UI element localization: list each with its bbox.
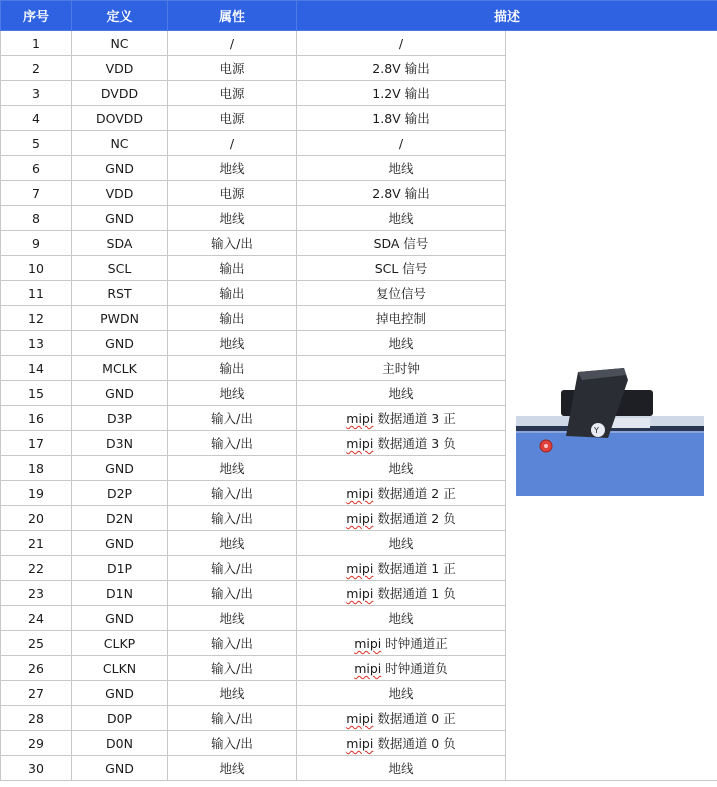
- description-text: 数据通道 2 正: [373, 486, 456, 501]
- pin-description: [297, 81, 506, 106]
- pin-description: [297, 281, 506, 306]
- description-text: SDA 信号: [373, 236, 429, 251]
- pin-attribute: /: [168, 131, 297, 156]
- pin-description: [297, 506, 506, 531]
- pin-description: [297, 631, 506, 656]
- pin-definition: VDD: [72, 56, 168, 81]
- pin-definition: D1N: [72, 581, 168, 606]
- description-text: 1.2V 输出: [372, 86, 430, 101]
- description-text: 地线: [388, 611, 414, 626]
- pin-number: 7: [1, 181, 72, 206]
- pin-description: [297, 406, 506, 431]
- pin-definition: GND: [72, 156, 168, 181]
- pin-description: [297, 556, 506, 581]
- mipi-term: mipi: [354, 661, 382, 676]
- pin-number: 1: [1, 31, 72, 56]
- table-row: [1, 31, 717, 56]
- pin-number: 13: [1, 331, 72, 356]
- pin-attribute: 地线: [168, 381, 297, 406]
- description-text: 1.8V 输出: [372, 111, 430, 126]
- pin-number: 23: [1, 581, 72, 606]
- pin-attribute: 输出: [168, 356, 297, 381]
- pin-description: [297, 756, 506, 781]
- pin-attribute: 输入/出: [168, 556, 297, 581]
- pin-attribute: 输入/出: [168, 656, 297, 681]
- pin-description: [297, 306, 506, 331]
- mipi-term: mipi: [346, 586, 374, 601]
- pin-number: 2: [1, 56, 72, 81]
- pin-attribute: 输出: [168, 256, 297, 281]
- pin-definition: GND: [72, 331, 168, 356]
- pin-definition: GND: [72, 456, 168, 481]
- pin-description: [297, 731, 506, 756]
- description-text: 数据通道 0 正: [373, 711, 456, 726]
- pin-attribute: 电源: [168, 181, 297, 206]
- header-description: 描述: [297, 1, 717, 31]
- pin-number: 16: [1, 406, 72, 431]
- header-attribute: 属性: [168, 1, 297, 31]
- pin-description: [297, 531, 506, 556]
- description-text: SCL 信号: [374, 261, 428, 276]
- pin-description: [297, 181, 506, 206]
- pin-definition: NC: [72, 31, 168, 56]
- pin-number: 11: [1, 281, 72, 306]
- pin-description: [297, 381, 506, 406]
- pin-attribute: 地线: [168, 531, 297, 556]
- pin-attribute: 电源: [168, 106, 297, 131]
- mipi-term: mipi: [346, 436, 374, 451]
- pin-attribute: 输入/出: [168, 506, 297, 531]
- pin-attribute: 输入/出: [168, 706, 297, 731]
- description-text: 数据通道 2 负: [373, 511, 456, 526]
- pin-description: [297, 656, 506, 681]
- pin-description: [297, 581, 506, 606]
- pin-number: 28: [1, 706, 72, 731]
- description-text: /: [398, 135, 404, 151]
- description-text: 数据通道 1 正: [373, 561, 456, 576]
- header-index: 序号: [1, 1, 72, 31]
- description-text: 2.8V 输出: [372, 61, 430, 76]
- pin-number: 12: [1, 306, 72, 331]
- pin-description: [297, 31, 506, 56]
- description-text: 地线: [388, 461, 414, 476]
- pin-description: [297, 156, 506, 181]
- description-text: 地线: [388, 536, 414, 551]
- pin-attribute: 地线: [168, 456, 297, 481]
- pin-number: 17: [1, 431, 72, 456]
- description-text: 数据通道 0 负: [373, 736, 456, 751]
- pin-definition: D0N: [72, 731, 168, 756]
- description-text: 数据通道 3 负: [373, 436, 456, 451]
- pin-description: [297, 431, 506, 456]
- pin-description: [297, 56, 506, 81]
- description-text: 地线: [388, 386, 414, 401]
- pin-description: [297, 231, 506, 256]
- pin-attribute: 地线: [168, 756, 297, 781]
- description-text: 数据通道 1 负: [373, 586, 456, 601]
- pin-number: 10: [1, 256, 72, 281]
- pin-definition: SDA: [72, 231, 168, 256]
- pin-number: 30: [1, 756, 72, 781]
- description-text: 数据通道 3 正: [373, 411, 456, 426]
- pin-definition: VDD: [72, 181, 168, 206]
- description-text: 地线: [388, 761, 414, 776]
- pin-definition: D3P: [72, 406, 168, 431]
- pin-attribute: 输出: [168, 306, 297, 331]
- pin-definition: PWDN: [72, 306, 168, 331]
- pin-definition: D2P: [72, 481, 168, 506]
- connector-photo: [516, 366, 704, 496]
- pin-number: 26: [1, 656, 72, 681]
- pin-definition: D3N: [72, 431, 168, 456]
- description-text: 地线: [388, 336, 414, 351]
- pin-description: [297, 681, 506, 706]
- pin-attribute: 地线: [168, 681, 297, 706]
- pin-attribute: 地线: [168, 331, 297, 356]
- pin-attribute: 地线: [168, 156, 297, 181]
- pin-definition: GND: [72, 606, 168, 631]
- pin-description: [297, 456, 506, 481]
- pin-number: 21: [1, 531, 72, 556]
- pin-number: 27: [1, 681, 72, 706]
- mipi-term: mipi: [346, 711, 374, 726]
- svg-text:Y: Y: [594, 426, 599, 435]
- pin-description: [297, 106, 506, 131]
- pin-number: 3: [1, 81, 72, 106]
- pin-attribute: /: [168, 31, 297, 56]
- mipi-term: mipi: [346, 411, 374, 426]
- pin-number: 6: [1, 156, 72, 181]
- pin-number: 29: [1, 731, 72, 756]
- pin-attribute: 输入/出: [168, 406, 297, 431]
- pin-number: 20: [1, 506, 72, 531]
- description-text: 2.8V 输出: [372, 186, 430, 201]
- pin-attribute: 输入/出: [168, 231, 297, 256]
- pin-number: 14: [1, 356, 72, 381]
- pin-definition: RST: [72, 281, 168, 306]
- pin-description: [297, 356, 506, 381]
- pin-number: 19: [1, 481, 72, 506]
- table-header: [1, 1, 717, 31]
- description-text: /: [398, 35, 404, 51]
- pin-description: [297, 331, 506, 356]
- pin-attribute: 输入/出: [168, 431, 297, 456]
- pin-definition: CLKP: [72, 631, 168, 656]
- pin-number: 5: [1, 131, 72, 156]
- description-text: 地线: [388, 211, 414, 226]
- header-definition: 定义: [72, 1, 168, 31]
- mipi-term: mipi: [346, 736, 374, 751]
- pin-description: [297, 606, 506, 631]
- pin-number: 18: [1, 456, 72, 481]
- pin-definition: DVDD: [72, 81, 168, 106]
- pin-description: [297, 206, 506, 231]
- pin-definition: D2N: [72, 506, 168, 531]
- mipi-term: mipi: [346, 561, 374, 576]
- pin-number: 24: [1, 606, 72, 631]
- pin-description: [297, 481, 506, 506]
- description-text: 时钟通道正: [381, 636, 448, 651]
- pin-attribute: 电源: [168, 81, 297, 106]
- mipi-term: mipi: [346, 486, 374, 501]
- pin-attribute: 输入/出: [168, 631, 297, 656]
- pin-attribute: 输入/出: [168, 581, 297, 606]
- pin-definition: D0P: [72, 706, 168, 731]
- description-text: 时钟通道负: [381, 661, 448, 676]
- pin-definition: GND: [72, 531, 168, 556]
- pin-number: 22: [1, 556, 72, 581]
- pin-attribute: 输入/出: [168, 481, 297, 506]
- pin-number: 4: [1, 106, 72, 131]
- pin-definition: GND: [72, 756, 168, 781]
- description-text: 掉电控制: [375, 311, 426, 326]
- pin-number: 25: [1, 631, 72, 656]
- pin-description: [297, 256, 506, 281]
- description-text: 地线: [388, 161, 414, 176]
- pin-description: [297, 131, 506, 156]
- pin-definition: CLKN: [72, 656, 168, 681]
- pin-definition: NC: [72, 131, 168, 156]
- pin-definition: MCLK: [72, 356, 168, 381]
- pin-number: 15: [1, 381, 72, 406]
- pin-attribute: 输出: [168, 281, 297, 306]
- description-text: 主时钟: [382, 361, 420, 376]
- pin-definition: GND: [72, 381, 168, 406]
- pin-definition: SCL: [72, 256, 168, 281]
- description-text: 复位信号: [375, 286, 426, 301]
- mipi-term: mipi: [346, 511, 374, 526]
- pin-number: 8: [1, 206, 72, 231]
- pin-attribute: 地线: [168, 206, 297, 231]
- pin-attribute: 电源: [168, 56, 297, 81]
- mipi-term: mipi: [354, 636, 382, 651]
- pin-definition: GND: [72, 681, 168, 706]
- pin-definition: DOVDD: [72, 106, 168, 131]
- pin-description: [297, 706, 506, 731]
- pin-attribute: 输入/出: [168, 731, 297, 756]
- pin-definition: D1P: [72, 556, 168, 581]
- description-text: 地线: [388, 686, 414, 701]
- pin-definition: GND: [72, 206, 168, 231]
- pin-attribute: 地线: [168, 606, 297, 631]
- pin-number: 9: [1, 231, 72, 256]
